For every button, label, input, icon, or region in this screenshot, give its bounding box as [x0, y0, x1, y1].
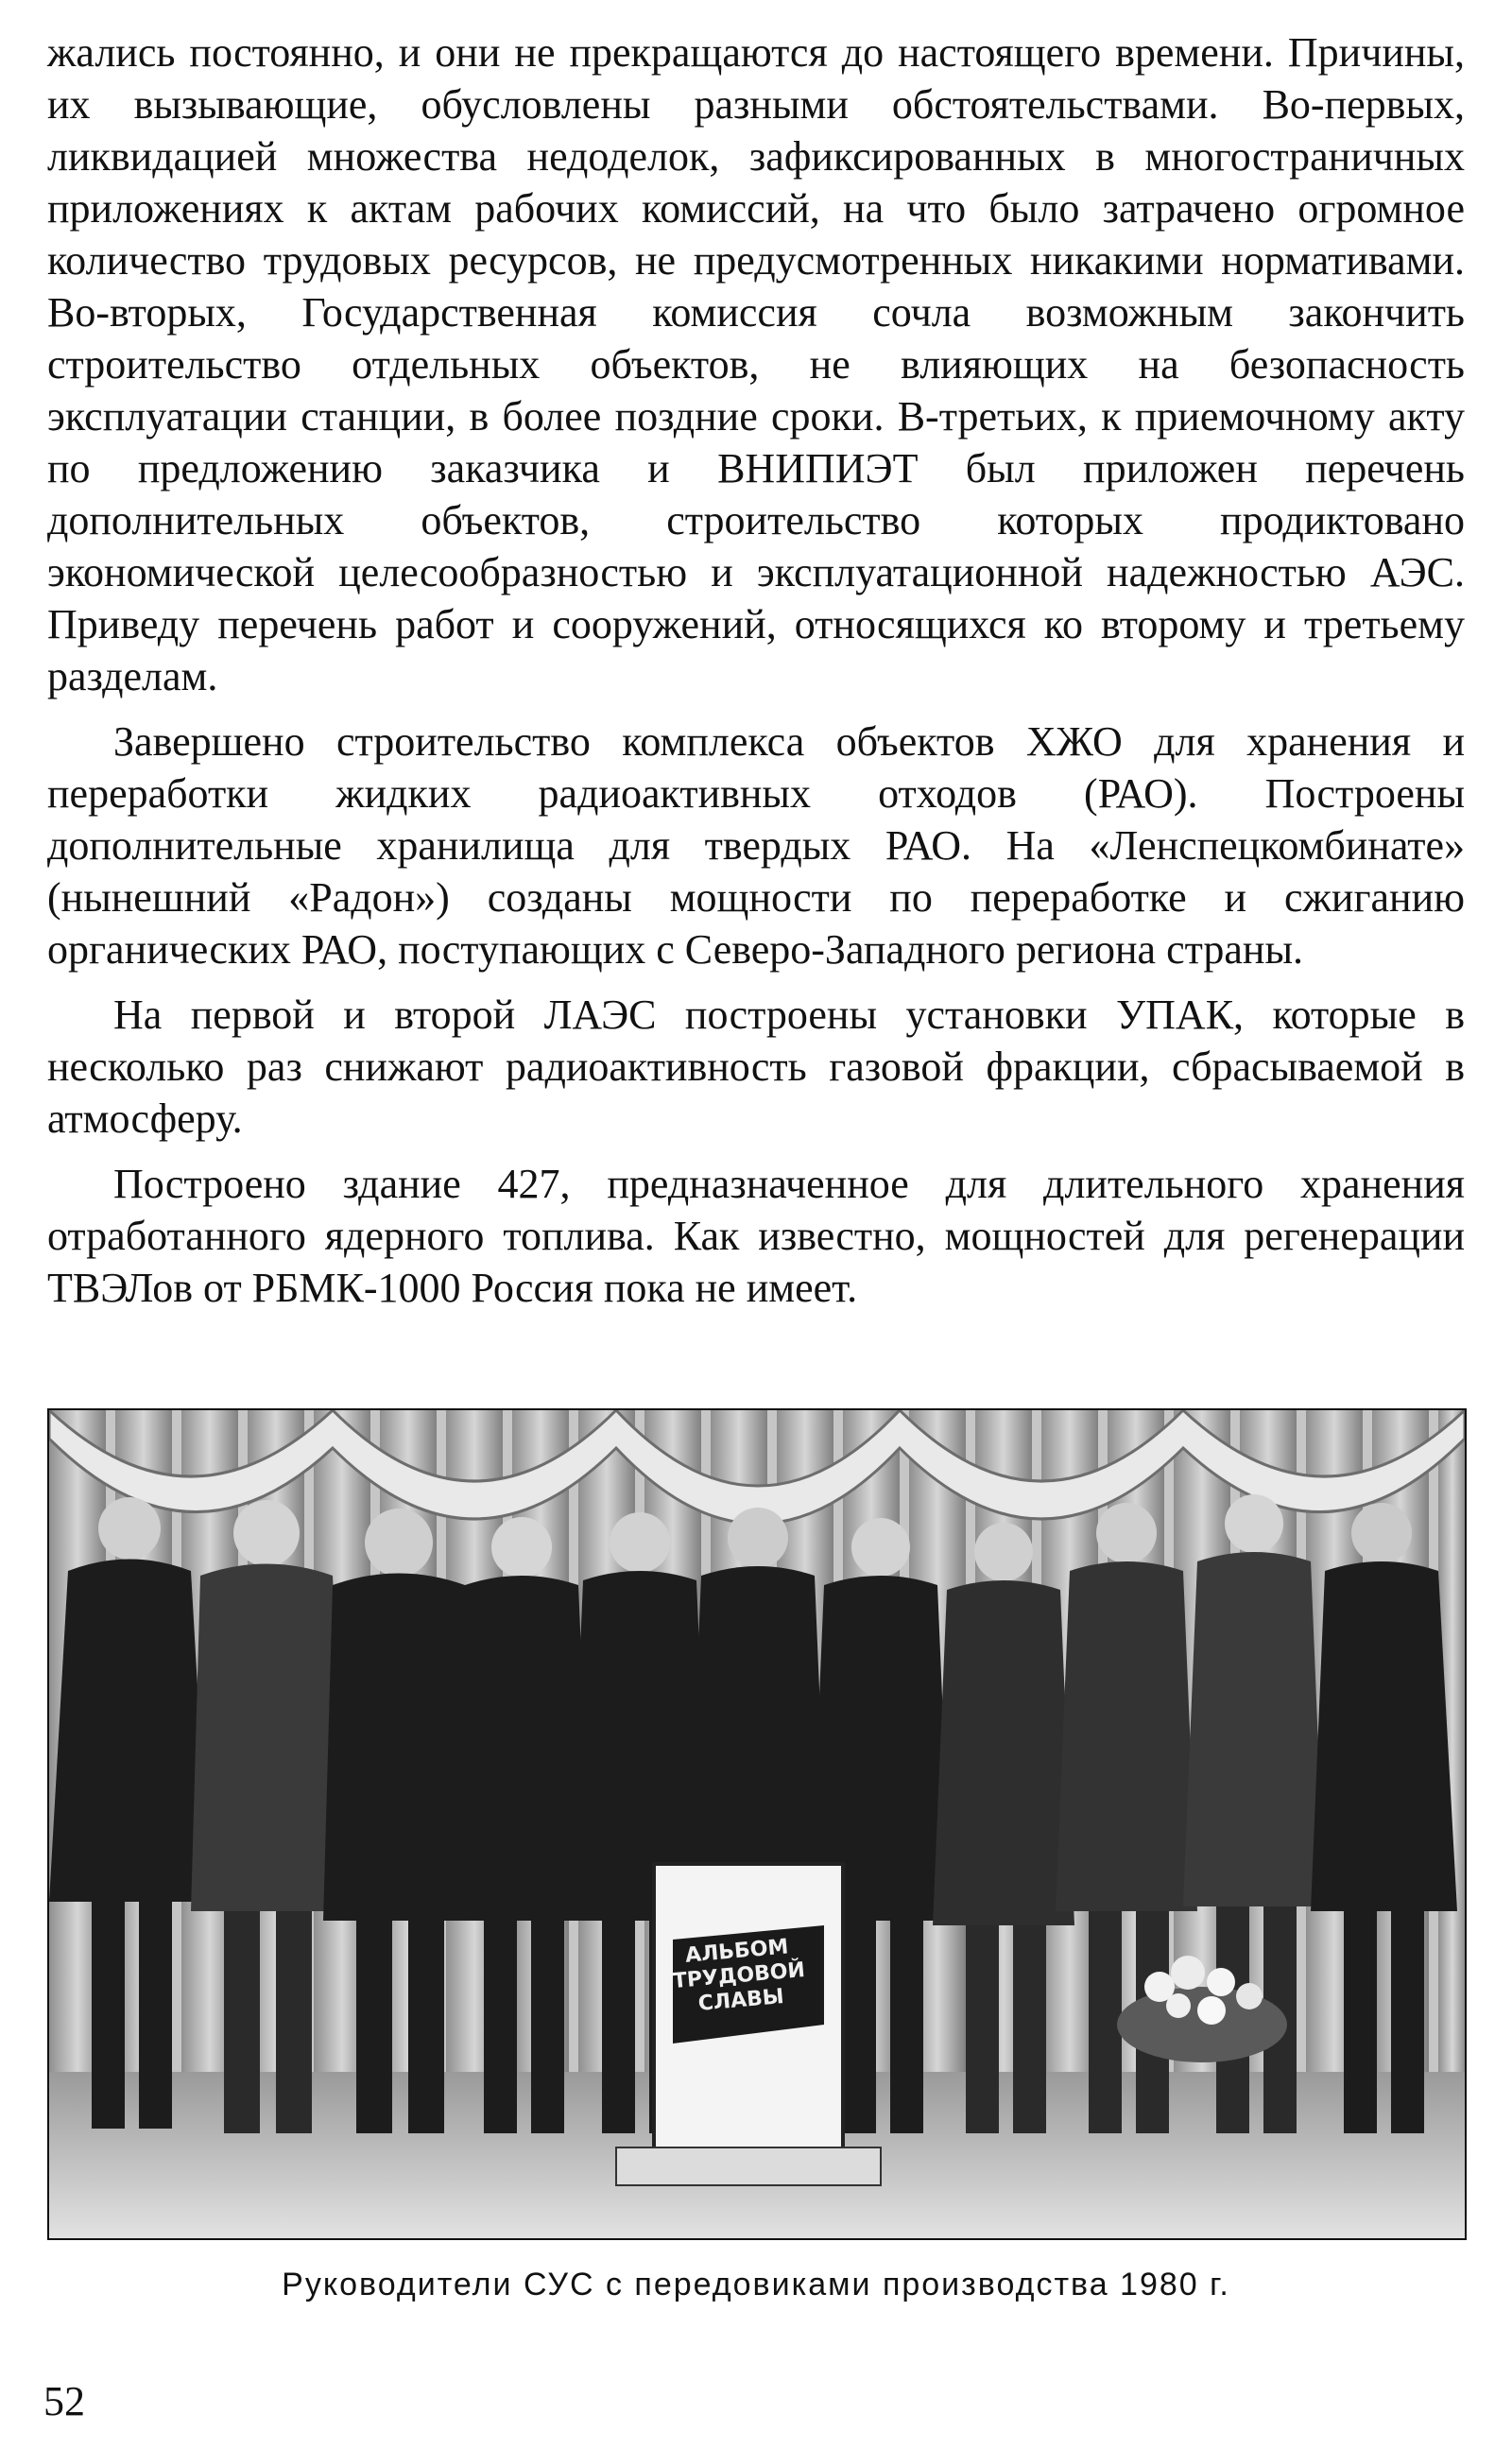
group-photo-illustration: [49, 1410, 1465, 2238]
album-book: [616, 1864, 881, 2185]
page-number: 52: [43, 2378, 85, 2424]
album-title: АЛЬБОМ ТРУДОВОЙ СЛАВЫ: [671, 1935, 806, 2016]
paragraph-2: Завершено строительство комплекса объектов ХЖО для хранения и переработки жидких радиоактивных отходов (РАО). Построены дополнительные хранилища для твердых РАО. На «Ленспецкомбинате» (нынешний «Радон») созданы мощности по переработке и сжиганию органических РАО, поступающих с Северо-Западного региона страны.: [47, 718, 1465, 973]
photo-caption: Руководители СУС с передовиками производства 1980 г.: [282, 2267, 1230, 2302]
paragraph-3: На первой и второй ЛАЭС построены установки УПАК, которые в несколько раз снижают радиоактивность газовой фракции, сбрасываемой в атмосферу.: [47, 992, 1465, 1142]
group-photo: [47, 1408, 1467, 2240]
paragraph-1: жались постоянно, и они не прекращаются до настоящего времени. Причины, их вызывающие, обусловлены разными обстоятельствами. Во-первых, ликвидацией множества недоделок, зафиксированных в многостраничных приложениях к актам рабочих комиссий, на что было затрачено огромное количество трудовых ресурсов, не предусмотренных никакими нормативами. Во-вторых, Государственная комиссия сочла возможным закончить строительство отдельных объектов, не влияющих на безопасность эксплуатации станции, в более поздние сроки. В-третьих, к приемочному акту по предложению заказчика и ВНИПИЭТ был приложен перечень дополнительных объектов, строительство которых продиктовано экономической целесообразностью и эксплуатационной надежностью АЭС. Приведу перечень работ и сооружений, относящихся ко второму и третьему разделам.: [47, 29, 1465, 699]
body-text: [47, 26, 1465, 1327]
paragraph-4: Построено здание 427, предназначенное для длительного хранения отработанного ядерного топлива. Как известно, мощностей для регенерации ТВЭЛов от РБМК-1000 Россия пока не имеет.: [47, 1161, 1465, 1311]
